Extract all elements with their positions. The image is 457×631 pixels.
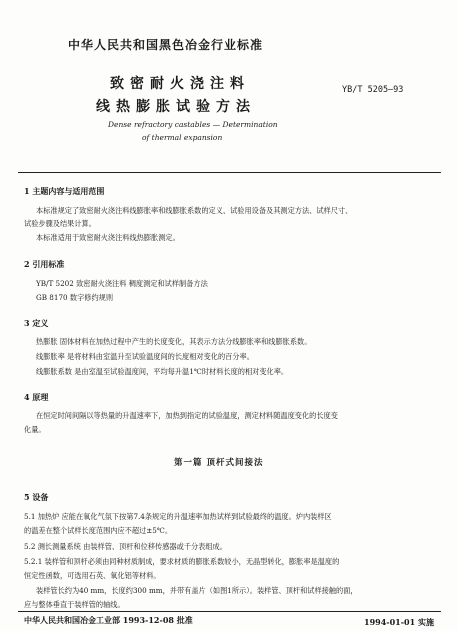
footer-divider — [18, 611, 441, 612]
section-heading: 4 原理 — [24, 392, 49, 402]
clause-line: 装样管长约为40 mm，长度约300 mm，并带有盖片（如图1所示）。装样管、顶杆和试样接触的面， — [36, 586, 358, 595]
section-heading: 5 设备 — [24, 492, 49, 502]
clause-line: 的温差在整个试样长度范围内应不超过±5℃。 — [24, 526, 173, 535]
reference-standard: YB/T 5202 致密耐火浇注料 稠度测定和试样制备方法 — [36, 279, 208, 288]
title-line-1: 致密耐火浇注料 — [110, 76, 250, 92]
section-heading: 3 定义 — [24, 318, 49, 328]
paragraph-line: 本标准适用于致密耐火浇注料线热膨胀测定。 — [36, 233, 180, 242]
standard-code: YB/T 5205—93 — [342, 85, 404, 95]
part-heading: 第一篇 顶杆式间接法 — [174, 458, 264, 468]
section-heading: 1 主题内容与适用范围 — [24, 186, 105, 196]
definition-line: 线膨胀率 是将材料由室温升至试验温度间的长度相对变化的百分率。 — [36, 352, 254, 361]
title-line-2: 线热膨胀试验方法 — [96, 99, 256, 115]
issuing-org-header: 中华人民共和国黑色冶金行业标准 — [68, 38, 264, 52]
paragraph-line: 试验步骤及结果计算。 — [24, 219, 96, 228]
definition-line: 热膨胀 固体材料在加热过程中产生的长度变化，其表示方法分线膨胀率和线膨胀系数。 — [36, 337, 312, 346]
paragraph-line: 化量。 — [24, 425, 46, 434]
effective-date: 1994-01-01 实施 — [364, 617, 434, 627]
clause-line: 5.2 测长测量系统 由装样管、顶杆和位移传感器或千分表组成。 — [24, 542, 227, 551]
paragraph-line: 在恒定时间间隔以等热量的升温速率下，加热到指定的试验温度，测定材料随温度变化的长度变 — [36, 411, 338, 420]
english-title-line-1: Dense refractory castables — Determination — [108, 120, 278, 129]
clause-line: 5.1 加热炉 应能在氧化气氛下按第7.4条规定的升温速率加热试样到试验最终的温度。炉内装样区 — [24, 512, 332, 521]
clause-line: 5.2.1 装样管和顶杆必须由同种材质制成，要求材质的膨胀系数较小，无晶型转化，膨胀率是温度的 — [24, 557, 340, 566]
english-title-line-2: of thermal expansion — [142, 133, 223, 142]
definition-line: 线膨胀系数 是由室温至试验温度间，平均每升温1℃时材料长度的相对变化率。 — [36, 367, 289, 376]
clause-line: 恒定性函数，可选用石英、氧化铝等材料。 — [24, 571, 161, 580]
title-divider — [18, 172, 441, 173]
reference-standard: GB 8170 数字修约规则 — [36, 293, 114, 302]
approval-date: 中华人民共和国冶金工业部 1993-12-08 批准 — [24, 615, 193, 625]
section-heading: 2 引用标准 — [24, 259, 65, 269]
clause-line: 应与整体垂直于装样管的轴线。 — [24, 600, 125, 609]
paragraph-line: 本标准规定了致密耐火浇注料线膨胀率和线膨胀系数的定义、试验用设备及其测定方法、试样尺寸、 — [36, 206, 353, 215]
